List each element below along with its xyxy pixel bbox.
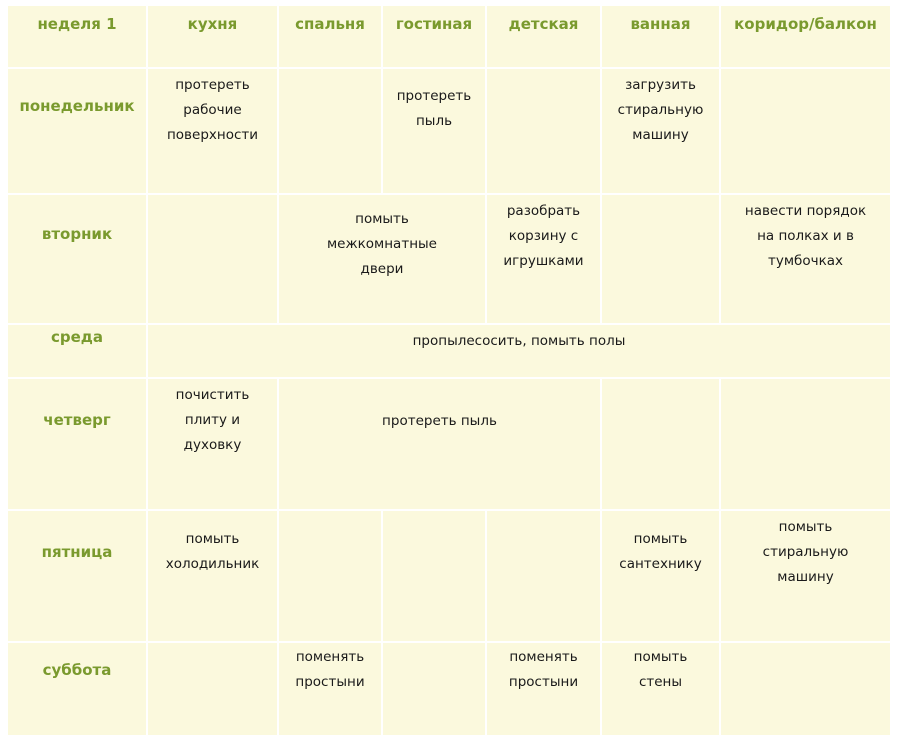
table-row-thursday — [7, 378, 891, 510]
column-header-bedroom: спальня — [278, 5, 382, 68]
empty-cell — [382, 510, 486, 642]
task-cell-tuesday-hall-balcony: навести порядок на полках и в тумбочках — [720, 194, 891, 324]
task-cell-monday-kitchen: протереть рабочие поверхности — [147, 68, 278, 194]
column-header-kids-room: детская — [486, 5, 601, 68]
task-cell-monday-bathroom: загрузить стиральную машину — [601, 68, 720, 194]
day-label-monday: понедельник — [7, 68, 147, 194]
empty-cell — [720, 68, 891, 194]
table-row-tuesday — [7, 194, 891, 324]
table-row-monday — [7, 68, 891, 194]
task-cell-tuesday-kids-room: разобрать корзину с игрушками — [486, 194, 601, 324]
day-label-tuesday: вторник — [7, 194, 147, 324]
empty-cell — [720, 378, 891, 510]
task-cell-friday-hall-balcony: помыть стиральную машину — [720, 510, 891, 642]
empty-cell — [601, 194, 720, 324]
table-row-wednesday — [7, 324, 891, 378]
table-row-saturday — [7, 642, 891, 736]
week-header: неделя 1 — [7, 5, 147, 68]
task-cell-tuesday-bedroom-living-room: помыть межкомнатные двери — [278, 194, 486, 324]
table-row-friday — [7, 510, 891, 642]
day-label-friday: пятница — [7, 510, 147, 642]
task-cell-friday-bathroom: помыть сантехнику — [601, 510, 720, 642]
task-cell-thursday-bedroom-to-kids-room: протереть пыль — [278, 378, 601, 510]
header-row — [7, 5, 891, 68]
task-cell-saturday-bathroom: помыть стены — [601, 642, 720, 736]
task-cell-wednesday-all-rooms: пропылесосить, помыть полы — [147, 324, 891, 378]
empty-cell — [147, 642, 278, 736]
empty-cell — [486, 510, 601, 642]
cleaning-schedule-table — [6, 4, 892, 737]
empty-cell — [278, 68, 382, 194]
empty-cell — [278, 510, 382, 642]
column-header-bathroom: ванная — [601, 5, 720, 68]
task-cell-saturday-kids-room: поменять простыни — [486, 642, 601, 736]
task-cell-thursday-kitchen: почистить плиту и духовку — [147, 378, 278, 510]
column-header-kitchen: кухня — [147, 5, 278, 68]
day-label-saturday: суббота — [7, 642, 147, 736]
column-header-hall-balcony: коридор/балкон — [720, 5, 891, 68]
task-cell-saturday-bedroom: поменять простыни — [278, 642, 382, 736]
empty-cell — [486, 68, 601, 194]
task-cell-friday-kitchen: помыть холодильник — [147, 510, 278, 642]
column-header-living-room: гостиная — [382, 5, 486, 68]
empty-cell — [147, 194, 278, 324]
day-label-thursday: четверг — [7, 378, 147, 510]
day-label-wednesday: среда — [7, 324, 147, 378]
empty-cell — [720, 642, 891, 736]
task-cell-monday-living-room: протереть пыль — [382, 68, 486, 194]
empty-cell — [382, 642, 486, 736]
empty-cell — [601, 378, 720, 510]
